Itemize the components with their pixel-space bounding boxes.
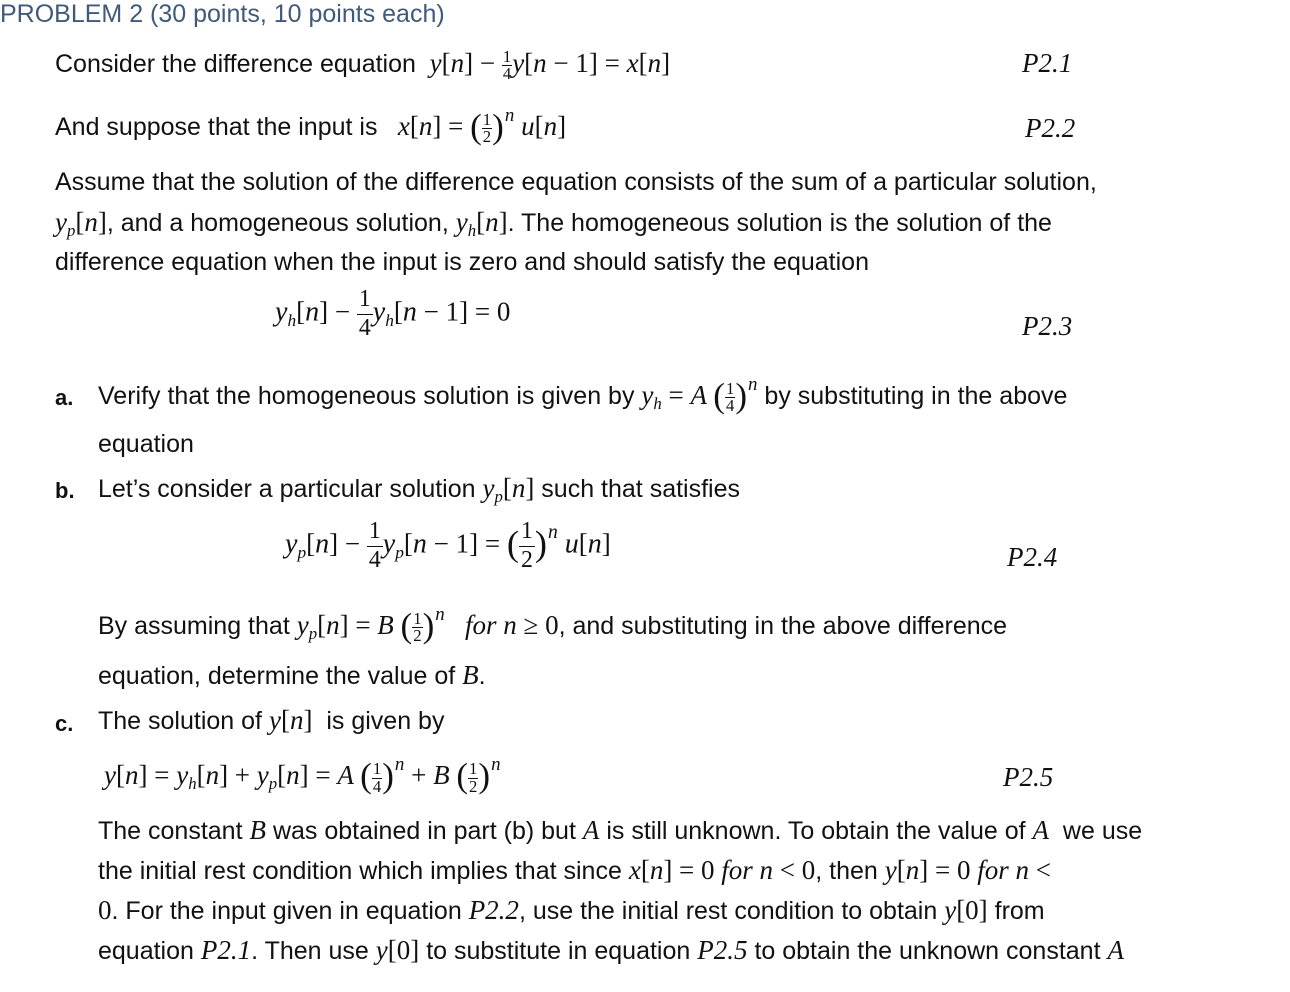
final-text-3a: . For the input given in equation [111,897,462,925]
a-symbol: A [582,815,600,845]
part-c-text-1: The solution of [98,707,262,735]
tag-p25: P2.5 [1003,762,1054,792]
part-c-text-2: is given by [326,707,445,735]
part-b-text-1: Let’s consider a particular solution [98,475,476,503]
part-a-label: a. [55,385,74,410]
part-b-text-2: such that satisfies [541,475,741,503]
final-text-2a: the initial rest condition which implies that since [98,857,622,885]
part-b-determine-line: equation, determine the value of B. [98,660,486,690]
final-line-3 [98,895,1045,926]
equation-p24: $y_p[n]$ − $\frac{1}{4}$ $y_p[n - 1]$ = ( $\frac{1}{2}$ )$^n$ u[n] [285,518,611,573]
final-text-3c: from [994,897,1045,925]
equation-p25: $y[n] = y_h[n] + y_p[n] = A$ ( $\frac{1}{4}$ )$^n$ + B ( $\frac{1}{2}$ )$^n$ [104,754,501,796]
tag-p24: P2.4 [1007,542,1058,572]
y-zero-condition: y[n] = 0 for n < [884,855,1051,885]
a-symbol-2: A [1032,815,1050,845]
final-text-4c: to substitute in equation [426,937,691,965]
suppose-text: And suppose that the input is [55,113,378,141]
ref-p25: P2.5 [697,935,748,965]
b-symbol: B [462,660,479,690]
part-c-label: c. [55,711,74,736]
x-zero-condition: x[n] = 0 for n < 0 [628,855,816,885]
part-b-assume-text-2: , and substituting in the above difference [558,612,1008,640]
equation-p23: $y_h[n]$ − $\frac{1}{4}$ $y_h[n - 1] = 0$ [275,286,511,341]
y0-symbol: y[0] [944,895,988,925]
zero-value: 0 [98,895,112,925]
final-text-1d: we use [1062,817,1143,845]
final-text-4b: . Then use [251,937,369,965]
assume-line-3: difference equation when the input is zero and should satisfy the equation [55,248,869,276]
yp-symbol-b: $y_p[n]$ [482,473,535,507]
part-a-line-1 [98,373,1068,419]
part-b-line-1 [98,473,740,512]
part-b-assume-text-3: equation, determine the value of [98,662,456,690]
yp-assumption: $y_p[n] = B$ ( $\frac{1}{2}$ )$^n$ for n ≥ 0 [296,603,559,646]
part-a-line-2: equation [98,430,194,458]
final-line-4 [98,935,1124,966]
ref-p22: P2.2 [468,895,519,925]
tag-p23: P2.3 [1022,311,1073,341]
problem-title: PROBLEM 2 (30 points, 10 points each) [0,0,445,28]
final-line-2 [98,855,1051,886]
assume-line-2 [55,207,1052,246]
assume-line-1: Assume that the solution of the difference equation consists of the sum of a particular solution, [55,168,1097,196]
suppose-line [55,104,567,147]
y-symbol: y[n] [268,705,313,735]
consider-line [55,48,670,83]
equation-p22: x[n] = ( $\frac{1}{2}$ )$^n$ u[n] [384,104,567,147]
ref-p21: P2.1 [200,935,252,965]
final-text-4d: to obtain the unknown constant [754,937,1101,965]
final-line-1 [98,815,1142,846]
final-text-3b: , use the initial rest condition to obtain [518,897,938,925]
yp-symbol: $y_p[n]$ [55,207,107,241]
part-c-line-1 [98,705,444,736]
consider-text: Consider the difference equation [55,50,416,78]
a-symbol-3: A [1107,935,1124,965]
part-b-assume-line [98,603,1008,649]
part-b-label: b. [55,478,75,503]
tag-p22: P2.2 [1025,113,1076,143]
final-text-4a: equation [98,937,194,965]
final-text-1c: is still unknown. To obtain the value of [606,817,1026,845]
yh-symbol: $y_h[n]$ [455,207,508,241]
assume-text-2a: , and a homogeneous solution, [106,209,449,237]
yh-formula: $y_h = A$ ( $\frac{1}{4}$ )$^n$ [641,373,758,416]
tag-p21: P2.1 [1022,48,1073,78]
equation-p21: y[n] − $\frac{1}{4}$ y[n − 1] = x[n] [422,46,671,84]
b-symbol-2: B [249,815,266,845]
final-text-2b: , then [815,857,878,885]
part-b-assume-text-1: By assuming that [98,612,290,640]
part-a-text-2: by substituting in the above [764,382,1068,410]
assume-text-2b: . The homogeneous solution is the solution of the [507,209,1052,237]
final-text-1b: was obtained in part (b) but [272,817,576,845]
y0-symbol-2: y[0] [375,935,420,965]
final-text-1a: The constant [98,817,243,845]
part-a-text-1: Verify that the homogeneous solution is given by [98,382,635,410]
